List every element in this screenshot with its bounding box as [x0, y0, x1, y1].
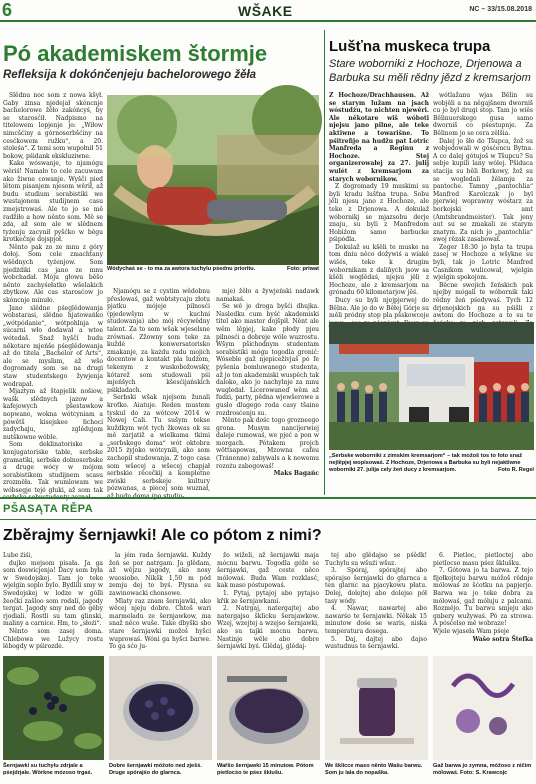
section-title: WŠAKE — [238, 3, 293, 19]
lead-photo-caption: Wódychaś se - to ma za awtora tuchylu pśednu prioritu. Foto: priwat — [107, 266, 319, 272]
recipe-caption-3: Wařšo šernjawki 15 minutow. Pótom pietlocśo te pśez šklušu. — [217, 763, 314, 776]
page-number: 6 — [2, 0, 13, 20]
column-divider — [324, 30, 325, 495]
side-headline: Lušťna muskeca trupa — [329, 38, 491, 55]
side-column-2: wótlažanu wjas Bělin su wobjěli a na něgajšnem dworniš cu jo byl drugi stop. Tam jo wiěs Bělinuerskego gusa samo dworniš co pśestupnje. Za Bělinom jo se cera zělšia. Dalej jo šło do Tšupca, žož su wobjedowali w gósćencu Bytna. A co dalej gótujoš w Tšupcu? Su sebje kupili lany wólej. Pšiduca stacija su běli Borkowy, žož su se wogledali žělamju za pantoche. Tamny „pantochlia“ Manfred Karolczak jo byl pjerwiej woprawny wóstarz za borkojski amt (Amtsbrandmeister). Tak jeny aut su se zmakali ze starym znatym. Za nich jo „pantochlia“ swoj rězak zasabował. Zeger 18:30 jo byla ta trupa zasej w Hochoze a wšykne su byli, tak jo Lotric Manfred Casnikom wulicował, wjelgin wjelgin spokojom. Běcne swojich žeńskich pak njejby mógali te wóbornik taki rědny žeń pśedywaś. Tych 12 drjenojskich ga su pśišli z awtom do Hochoze a to su te — [433, 92, 533, 319]
painting-image — [433, 656, 533, 760]
side-deck: Stare woborniki z Hochoze, Drjenowa a Barbuka su měli rědny jězd z kremsarjom — [329, 58, 531, 84]
recipe-caption-1: Šernjawki su tuchylu zdrjale a pśejdrjale. Wórkne mózoso trgaś. — [3, 763, 93, 776]
berries-in-pot-image — [109, 656, 212, 760]
recipe-photo-3 — [217, 656, 320, 760]
recipe-column-2: la jém rada šernjawki. Kuždy žeń se por natrgam. Ja glědam, až wějzu jagody, ako nosy wuosiobo. Nikšk 1,50 m pód zemju dej to byś. Plysna su zawinowacki chonsowe. Mlaty raz znam šernjawki, ako wěcej njeju dobre. Chtoš wari marmeladu ze šernjawkow, ma snaž něco wuše. Take dbyški sbo stare šernjawki možoš hyšci wuprowaś. Wóni ga hyšci barwe. To ga sćo ju- — [109, 552, 211, 651]
lead-headline: Pó akademiskem štormje — [3, 41, 268, 66]
page-header — [0, 0, 536, 22]
recipe-photo-1 — [3, 656, 104, 760]
section-kicker: PŠASĄTA RĚPA — [3, 503, 94, 515]
sieve-image — [217, 656, 320, 760]
lead-column-3: mje) žěło a žywjeński nadawk namakaś. Se wě jo droga byšći dhujka. Nasledku cum byść akademiski titel ako master dojšpił. Něnt ale wěm lěpjej, kake płody pjeu pilnosći a dobreje wóle wuzrostu. Wšym pšichodnym studentam sorabistiki mógu togodla gronić: Wóseble gaž njepiceživjaš pó fe pyšenia bomluwanego studenta, až jo ton akademiski wuspěch tak daloko, ako jo nachylnje za mnu wugledał. Licerowaneď wěm až fudzi, party, pědna wjewšerowe a guslo dlugego roda casy tšaine rozdrosćenju su. Něnto pak dośc togo grozneego grona. Musym nancíjerwiej daleje rumowaś, we pjeć a pon w morgach. Pótakem projch wöttsapowas, Mzowna cafeu (Tránenne) zabywals a k nowemu rozożu zabogowaś! Maks Bagańc — [216, 288, 319, 478]
recipe-photo-5 — [433, 656, 533, 760]
lead-author: Maks Bagańc — [273, 470, 319, 478]
section-divider — [0, 497, 536, 499]
recipe-column-4: tej abo glědajso se pśědk! Tuchylu su wšuźi wšuz. 3. Spóraj, spórajtej abo spórajso šernjawki do głarnca a ten glarnc na pjacykowu płatu. Dolej, dolejtej abo dolejso pół tasy wódy. 4. Nawar, nawartej abo nawarśo te šernjawki. Někak 15 minutow dośe se waris, niska temperatura dosega. 5. Daj, dajtej abo dajso wustudnus te šernjawki. — [325, 552, 427, 651]
lead-column-2: Njamógu se z cystim wědobnu přeslowaś, gaž wobtstycaju złotu pjatku mójeje pilnosći (pjedewšym w kuchni studowanja) abo mój rěcywědny talent. Za to som wšak wjeselsne zrównaś. Zžowny som teke za kuždé konwersatorisko zmakanje, za każdu radu mojich docentow a kontakt pla ludźom, tekenym z wuskobožowsky, kótarež som studowali pśi mjeńšych kšesćijańskich pśikladach. Serbski wšak njejsom žunali kroťko. Aiatuje. Reden mustem tyskul do za wótcow 2014 w Nowej Cali. Tu sušym tekse kuždkym wót tych žkowas ok su mě zarjatiž a wielkama tkimi „serbskego doma“ wót oktobra 2015 żyjoko wótcynili, ako som zachopil studowanja. Z togo casa som wšecej a wšecej chapjał serbskie rěcečkij a kompletne zwiski serbskeje kultury pózwanas, a piecej som wuznał, — [107, 288, 210, 493]
kicker-underline — [0, 519, 536, 520]
recipe-caption-2: Dobre šernjawki móžoto ned zješś. Druge spórajśo do glarnca. — [109, 763, 202, 776]
hammock-man-image — [107, 95, 319, 265]
recipe-column-3: žo wiželi, až šernjawki maja mócnu barwu. Togodla góže se šernjawki, gaž ceste něco mólowaś. Buda Wam rozklasć, kak maso póstupowaś. 1. Pytaj, pytajoj abo pytajso křik ze šernjawkami. 2. Natrgaj, natergajtej abo natergajso šklicku šernjawkow. Wzej, wzejtej a wzejso šernjawki, ako su tajki mócnu barwu. Nastinje wěle abo dobre šernjawki byś. Glědaj, glědaj- — [217, 552, 319, 651]
recipe-column-5: 6. Pietloc, pietloctej abo pietlocso masu pśez šklušku. 7. Gótowa jo ta barwa. Z tejo fijołkojteju barwu móžoš rědnje mólowaś ze šćotku na papjerje. Barwa wa jo teke dobra za mólowaś, gaž móluju z palcami. Rozmějo. Tu barwu smjeju ako gnbery wužywaś. Pó za strowa. A pósćelso mě wobraze! Wjele wjaseła Wam pśeje Wašo sotra Štefka — [433, 552, 533, 643]
lead-deck: Refleksija k dokónčenjeju bachelorowego žěła — [3, 69, 257, 81]
recipe-photo-2 — [109, 656, 212, 760]
berry-bush-image — [3, 656, 104, 760]
side-column-1: Z Hochoze/Drachhausen. Až se starym lužam na jsach wóstudżu, to nichten njewěri. Ale někotare wiš wóboti njejsu jano pilne, ale teke aktiwne a towarišne. To pśitrefijo na hudžu pat Lotric Manfreda a Reginu z Hochoze. Stej organizerowałej za 27. julij wulét z kremsarjom za starych wobornikow. Z dogromady 19 muskimi su byli kradu lušťna trupa. Sobu jěli njesu jano z Hochoze, ale teke z Drjenowa. A dokulaž wóbornikj se mjazsobu derje znaju, su byli z Manfredom Hobiżom samo barbucke pśipódla. Dokulaž su kšěli te muske na tom dniu něco dožywiś a wiaké wišés, teke k drugim wobornikam z daliňych jsow sa kšěli woglědaś, njejsu jěli z Hochoze, ale z kremsarjom na grónadu 60 kilometarjow jěś. Ducy su byli njejpjerwej do Bělna. Ale jo do w Běłej Górje su měli pródny stop pla pšskowceje — [329, 92, 429, 320]
recipe-photo-4 — [325, 656, 428, 760]
recipe-author: Wašo sotra Štefka — [472, 635, 533, 643]
recipe-caption-4: We šklicce maso něnto Wašu barwu. Som ju lala do nopaška. — [325, 763, 423, 776]
fire-truck-group-image — [329, 322, 534, 450]
issue-info: NC – 33/15.08.2018 — [469, 6, 532, 13]
jar-image — [325, 656, 428, 760]
side-photo-caption: „Serbske woborniki z zimskim kremsarjom“ – tak možoš tos to foto snaž nejlěpjej wopisowaś. Z Hochoze, Drjenowa a Barbuka su byli nejaktiwne woborniki 27. julija cely žeń ducy z kremsarjom. Foto R. Regel — [329, 453, 534, 473]
recipe-column-1: Lube źiśi, dujko mejsom pisała. Ja ga som doswicjenja! Dacy som była w Swedojskej. Tam jo teke wjelgin soplo bylo. Bydlili smy w Swedojskej w lodze w gólli žeočkí zašloo som rodalí, jagody tergat. Jagody smy ned do gěby rjodiali. Rostli su tam glinski, maliny a carnice. Hm, to „słoźi“. Něnto som zasej doma. Chlebowa we Lužycy rostu lěbogdy w pśirozde. — [3, 552, 103, 651]
recipe-caption-5: Gaž barwa jo zymna, móžoso z ničim mólowaś. Foto: S. Krawcojc — [433, 763, 532, 776]
recipe-headline: Zběrajmy šernjawki! Ale co pótom z nimi? — [3, 527, 322, 544]
lead-column-1: Slědnu noc som z nowa kšył. Gaby zinsa njedejał skóncnje bachelorowe žěło zakóńcyś, by se starosćił. Nadpismo na titelowem lopjenje jo: „Wiłow nimcšćiny a górnoserbšćiny na cesćkowem ružku“, a 20. stoleśa“. Z temi som wupołnił 51 bokow, pśidank ekskluziwne. Kake wóswanje, to njamógu wěriś! Namało to cele zacuwam ako žiwne cowanje. Wyšči pied lětom pisanjem njesom wěrił, až budu studium sorabistiki we wustajonem studijnem casu zmejstrowaś. Ale to jo se mě radžiło a how něnto som. Mě se zda, až som ale w slědnem tyźenju zacynił pyšćko w běgu krotkečnje dojspjoł. Něnto pak zo ze mnu z góry dołoj. Som cele zmachtany wšědnych tyźenjow. Som pjedźdiki cas jano ze mnu wobchadał. Móju głowu běšo něnto zachyśełatko wšelakich zbytkow. Ale cas starosćow jo skóncnje minuło. Jano slědne pśeglědowanja wobstarasi, slědne hjatowańko „wótpódanie“, wótpohlnja w súcarni wło dodawał a wtoe wótedaš. Snaž hyščí budu někotare mjeńše pśeglědowanja až do titela „Bachelor of Arts“, ale se mysliım, až wšo dogromady som se na drugi staw studentskego žywjenja wodrapał. Mjaztym až štapjelik nošiow, wašk slědnych jazow a kafejowych pšestawkow nopwano, wokna wótcyniam a pówětš kisejskee łichocí zadychaju, zglědujom nutškowne wóble. Som deklinatoriske a konjugatoriske table, serbske gramatiki, serbske dolnoserbske a druge wócy w mójom sorabistikem studijnem scasu zrozměła. Tak wumlowam we wóbsegje tejé głuki, až som tak — [3, 92, 103, 494]
side-photo — [329, 322, 534, 450]
lead-photo — [107, 95, 319, 265]
